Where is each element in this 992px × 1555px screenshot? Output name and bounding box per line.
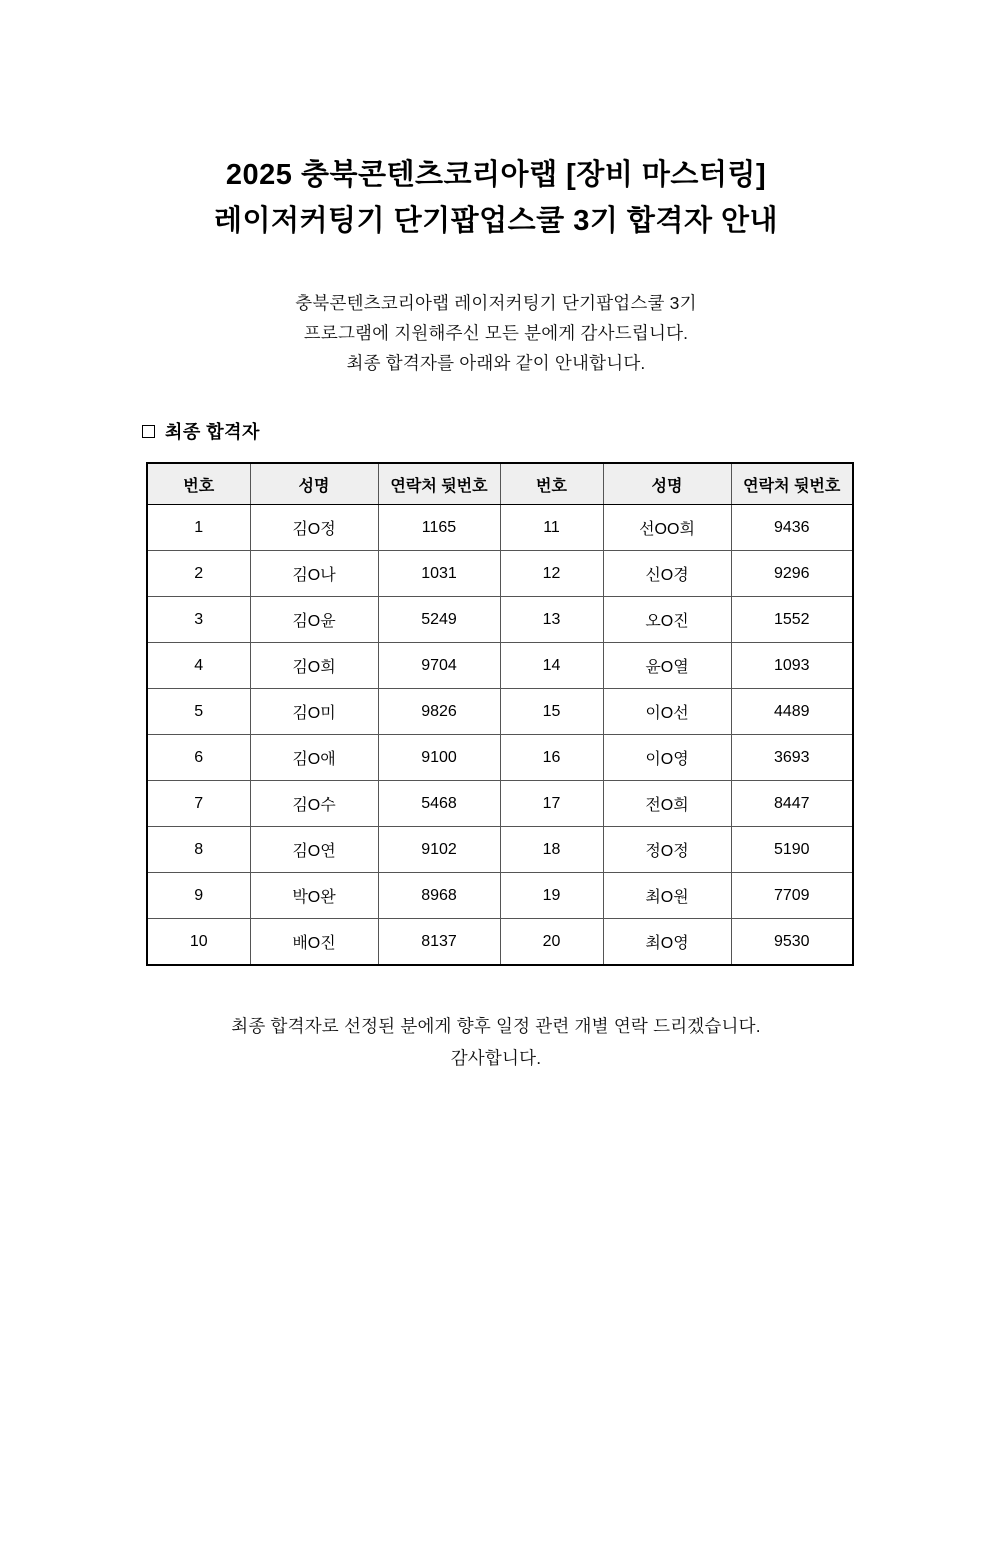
table-row — [147, 827, 853, 873]
cell-phone-right: 7709 — [731, 873, 853, 919]
cell-no-right: 16 — [500, 735, 603, 781]
cell-no-left: 2 — [147, 551, 250, 597]
footer-line-1: 최종 합격자로 선정된 분에게 향후 일정 관련 개별 연락 드리겠습니다. — [231, 1016, 761, 1036]
page-title — [0, 152, 992, 244]
cell-no-right: 14 — [500, 643, 603, 689]
cell-no-left: 7 — [147, 781, 250, 827]
cell-phone-left: 9826 — [378, 689, 500, 735]
cell-phone-left: 9102 — [378, 827, 500, 873]
cell-phone-left: 5249 — [378, 597, 500, 643]
document-page — [0, 152, 992, 1555]
cell-name-left: 김O정 — [250, 505, 378, 551]
table-header-row — [147, 463, 853, 505]
cell-name-right: 이O선 — [603, 689, 731, 735]
table-row — [147, 873, 853, 919]
cell-phone-right: 3693 — [731, 735, 853, 781]
cell-name-left: 박O완 — [250, 873, 378, 919]
cell-phone-left: 8968 — [378, 873, 500, 919]
cell-phone-right: 8447 — [731, 781, 853, 827]
final-passers-table — [146, 462, 854, 966]
cell-phone-right: 9530 — [731, 919, 853, 966]
column-header-phone-right: 연락처 뒷번호 — [731, 463, 853, 505]
cell-name-right: 윤O열 — [603, 643, 731, 689]
cell-name-left: 김O희 — [250, 643, 378, 689]
cell-name-left: 배O진 — [250, 919, 378, 966]
cell-no-right: 17 — [500, 781, 603, 827]
column-header-name-left: 성명 — [250, 463, 378, 505]
table-row — [147, 643, 853, 689]
cell-name-right: 정O정 — [603, 827, 731, 873]
cell-name-right: 선OO희 — [603, 505, 731, 551]
cell-phone-right: 4489 — [731, 689, 853, 735]
cell-no-left: 8 — [147, 827, 250, 873]
cell-phone-left: 8137 — [378, 919, 500, 966]
footer-paragraph — [0, 1010, 992, 1074]
column-header-phone-left: 연락처 뒷번호 — [378, 463, 500, 505]
cell-no-right: 18 — [500, 827, 603, 873]
intro-paragraph — [0, 288, 992, 378]
cell-no-left: 1 — [147, 505, 250, 551]
cell-phone-left: 9100 — [378, 735, 500, 781]
section-heading-label: 최종 합격자 — [165, 422, 260, 442]
cell-no-right: 11 — [500, 505, 603, 551]
cell-name-left: 김O연 — [250, 827, 378, 873]
cell-name-right: 최O영 — [603, 919, 731, 966]
cell-phone-right: 5190 — [731, 827, 853, 873]
cell-name-right: 이O영 — [603, 735, 731, 781]
cell-no-right: 13 — [500, 597, 603, 643]
cell-no-left: 6 — [147, 735, 250, 781]
cell-name-left: 김O나 — [250, 551, 378, 597]
cell-no-left: 9 — [147, 873, 250, 919]
table-row — [147, 505, 853, 551]
column-header-no-left: 번호 — [147, 463, 250, 505]
cell-name-left: 김O수 — [250, 781, 378, 827]
cell-phone-right: 1552 — [731, 597, 853, 643]
table-row — [147, 689, 853, 735]
cell-no-left: 4 — [147, 643, 250, 689]
cell-no-right: 15 — [500, 689, 603, 735]
title-line-2: 레이저커팅기 단기팝업스쿨 3기 합격자 안내 — [213, 205, 779, 237]
column-header-no-right: 번호 — [500, 463, 603, 505]
table-row — [147, 735, 853, 781]
cell-name-right: 신O경 — [603, 551, 731, 597]
cell-phone-left: 5468 — [378, 781, 500, 827]
table-row — [147, 919, 853, 966]
cell-name-left: 김O애 — [250, 735, 378, 781]
column-header-name-right: 성명 — [603, 463, 731, 505]
cell-phone-right: 1093 — [731, 643, 853, 689]
table-row — [147, 781, 853, 827]
cell-name-left: 김O미 — [250, 689, 378, 735]
cell-phone-left: 1031 — [378, 551, 500, 597]
cell-no-right: 19 — [500, 873, 603, 919]
cell-name-left: 김O윤 — [250, 597, 378, 643]
cell-name-right: 오O진 — [603, 597, 731, 643]
cell-no-left: 5 — [147, 689, 250, 735]
intro-line-1: 충북콘텐츠코리아랩 레이저커팅기 단기팝업스쿨 3기 — [295, 293, 697, 313]
cell-phone-left: 9704 — [378, 643, 500, 689]
cell-phone-right: 9436 — [731, 505, 853, 551]
title-line-1: 2025 충북콘텐츠코리아랩 [장비 마스터링] — [225, 159, 767, 191]
intro-line-3: 최종 합격자를 아래와 같이 안내합니다. — [346, 353, 646, 373]
cell-no-right: 12 — [500, 551, 603, 597]
cell-no-left: 3 — [147, 597, 250, 643]
cell-phone-left: 1165 — [378, 505, 500, 551]
cell-name-right: 최O원 — [603, 873, 731, 919]
checkbox-icon — [142, 425, 155, 438]
cell-no-right: 20 — [500, 919, 603, 966]
section-heading — [142, 418, 992, 444]
table-row — [147, 551, 853, 597]
intro-line-2: 프로그램에 지원해주신 모든 분에게 감사드립니다. — [303, 323, 689, 343]
cell-no-left: 10 — [147, 919, 250, 966]
cell-phone-right: 9296 — [731, 551, 853, 597]
footer-line-2: 감사합니다. — [450, 1048, 542, 1068]
table-row — [147, 597, 853, 643]
cell-name-right: 전O희 — [603, 781, 731, 827]
